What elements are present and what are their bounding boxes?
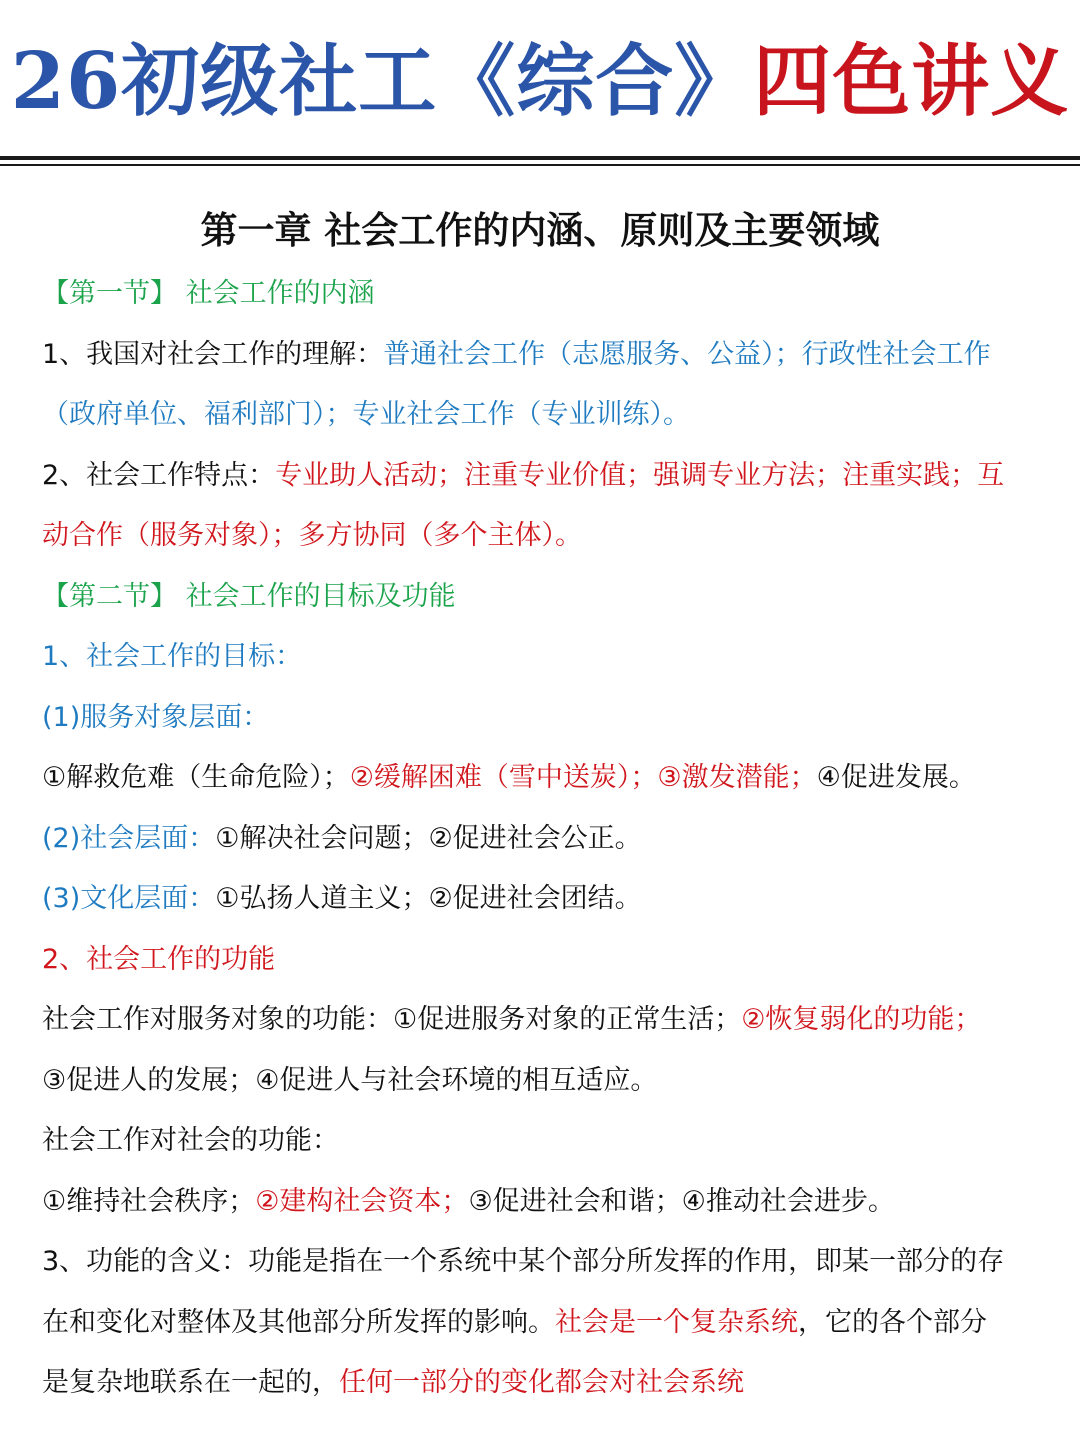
text-segment: (1)服务对象层面： <box>42 701 270 733</box>
text-line <box>42 264 1042 325</box>
text-segment: 任何一部分的变化都会对社会系统 <box>339 1367 744 1398</box>
text-line <box>42 688 1042 749</box>
text-segment: 1、我国对社会工作的理解： <box>42 338 384 370</box>
text-segment: 2、社会工作特点： <box>42 459 276 491</box>
title-part-blue: 26初级社工《综合》 <box>10 36 754 127</box>
title-banner <box>0 0 1080 150</box>
text-line <box>42 1172 1042 1233</box>
text-segment: (2)社会层面： <box>42 822 216 854</box>
text-line <box>42 809 1042 870</box>
text-segment: (3)文化层面： <box>42 883 216 914</box>
text-segment: ②缓解困难（雪中送炭）；③激发潜能； <box>349 762 817 793</box>
text-line <box>42 748 1042 809</box>
chapter-title: 第一章 社会工作的内涵、原则及主要领域 <box>200 209 880 252</box>
text-segment: ①弘扬人道主义；②促进社会团结。 <box>215 883 642 914</box>
text-line <box>42 1232 1042 1293</box>
text-line <box>42 930 1042 991</box>
text-line <box>42 1051 1042 1112</box>
text-line <box>42 325 1042 386</box>
text-line <box>42 990 1042 1051</box>
text-line <box>42 446 1042 507</box>
text-line <box>42 627 1042 688</box>
text-segment: 在和变化对整体及其他部分所发挥的影响。 <box>42 1306 555 1338</box>
text-segment: ④促进发展。 <box>816 762 976 793</box>
text-line <box>42 567 1042 628</box>
text-segment: ①解救危难（生命危险）； <box>42 762 350 793</box>
text-segment: ①维持社会秩序； <box>42 1185 256 1217</box>
text-segment: ①解决社会问题；②促进社会公正。 <box>215 822 642 854</box>
text-line <box>42 385 1042 446</box>
text-line <box>42 1111 1042 1172</box>
text-segment: ，它的各个部分 <box>798 1306 987 1338</box>
text-line <box>42 1293 1042 1354</box>
text-segment: ③促进人的发展；④促进人与社会环境的相互适应。 <box>42 1064 658 1096</box>
text-segment: 动合作（服务对象）；多方协同（多个主体）。 <box>42 520 582 551</box>
text-segment: ②建构社会资本； <box>255 1185 469 1217</box>
text-segment: 普通社会工作（志愿服务、公益）；行政性社会工作 <box>383 338 991 370</box>
text-segment: 社会是一个复杂系统 <box>555 1306 798 1338</box>
title-part-red: 四色讲义 <box>753 36 1070 127</box>
text-segment: 2、社会工作的功能 <box>42 943 276 975</box>
text-segment: ②恢复弱化的功能； <box>741 1004 982 1035</box>
text-segment: ③促进社会和谐；④推动社会进步。 <box>468 1185 895 1217</box>
text-line <box>42 506 1042 567</box>
text-segment: 专业助人活动；注重专业价值；强调专业方法；注重实践；互 <box>275 459 1005 491</box>
divider-thick <box>0 156 1080 160</box>
text-line <box>42 1353 1042 1414</box>
text-segment: 是复杂地联系在一起的， <box>42 1367 339 1398</box>
divider-thin <box>0 164 1080 166</box>
text-segment: 社会工作对社会的功能： <box>42 1125 339 1156</box>
text-segment: 【第二节】 社会工作的目标及功能 <box>42 580 456 612</box>
document-body <box>42 264 1042 1414</box>
text-line <box>42 869 1042 930</box>
text-segment: 社会工作对服务对象的功能：①促进服务对象的正常生活； <box>42 1004 742 1035</box>
text-segment: 【第一节】 社会工作的内涵 <box>42 278 375 309</box>
text-segment: 3、功能的含义：功能是指在一个系统中某个部分所发挥的作用，即某一部分的存 <box>42 1246 1005 1277</box>
text-segment: （政府单位、福利部门）；专业社会工作（专业训练）。 <box>42 399 690 430</box>
text-segment: 1、社会工作的目标： <box>42 641 303 672</box>
